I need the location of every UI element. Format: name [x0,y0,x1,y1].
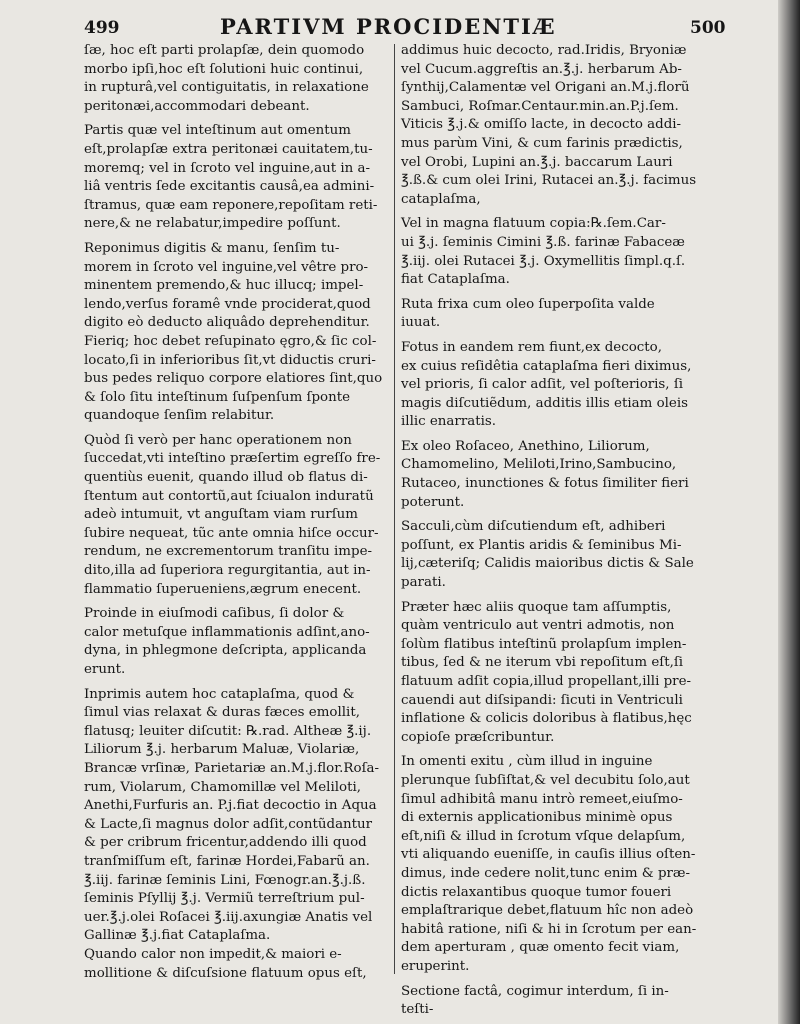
text-line: eruperint. [401,958,470,974]
text-line: vel prioris, ſi calor adſit, vel poſterioris, ſi [401,377,684,393]
text-line: digito eò deducto aliquâdo deprehenditur. [84,315,370,331]
column-divider [394,44,395,974]
left-text-column [84,42,389,983]
text-line: & Lacte,ſi magnus dolor adſit,contũdantur [84,816,373,832]
text-line: copioſe præſcribuntur. [401,729,555,745]
text-line: flammatio ſuperueniens,ægrum enecent. [84,581,362,597]
text-line: morbo ipſi,hoc eſt ſolutioni huic continui, [84,61,364,77]
text-line: locato,ſi in inferioribus ſit,vt diductis cruri- [84,352,376,368]
text-line: mollitione & diſcuſsione flatuum opus eſt, [84,965,367,981]
text-line: dimus, inde cedere nolit,tunc enim & præ- [401,865,691,881]
text-line: Reponimus digitis & manu, ſenſim tu- [84,240,340,256]
text-line: Partis quæ vel inteſtinum aut omentum [84,123,351,139]
text-line: eſt,niſi & illud in ſcrotum vſque delapſum, [401,828,686,844]
text-line: ex cuius reſidêtia cataplaſma fieri diximus, [401,358,692,374]
text-line: di externis applicationibus minimè opus [401,810,673,826]
text-line: dyna, in phlegmone deſcripta, applicanda [84,643,367,659]
text-line: teſti- [401,1002,434,1018]
text-line: ſæ, hoc eſt parti prolapſæ, dein quomodo [84,43,365,58]
text-line: poſſunt, ex Plantis aridis & ſeminibus Mi- [401,537,682,553]
text-line: Sectione factâ, cogimur interdum, ſi in- [401,983,669,999]
text-line: Ruta frixa cum oleo ſuperpoſita valde [401,296,655,312]
text-line: flatuum adſit copia,illud propellant,illi pre- [401,674,692,689]
text-line: poterunt. [401,494,465,510]
text-line: Sacculi,cùm diſcutiendum eſt, adhiberi [401,519,666,535]
text-line: Anethi,Furfuris an. P.j.fiat decoctio in Aqua [84,798,377,814]
text-line: calor metuſque inflammationis adſint,ano- [84,624,370,640]
text-line: liâ ventris ſede excitantis causâ,ea admini- [84,179,375,195]
right-page-number: 500 [690,18,726,38]
text-line: ſynthij,Calamentæ vel Origani an.M.j.florũ [401,80,690,96]
text-line: ſeminis Pſyllij ℥.j. Vermiũ terreſtrium pul- [84,891,365,907]
text-line: vel Cucum.aggreſtis an.℥.j. herbarum Ab- [401,61,682,77]
text-line: ſolùm flatibus inteſtinũ prolapſum implen- [401,636,687,652]
text-line: Ex oleo Roſaceo, Anethino, Liliorum, [401,438,650,454]
text-line: ℥.iij. olei Rutacei ℥.j. Oxymellitis ſimpl.q.ſ. [401,253,686,269]
text-line: plerunque ſubſiſtat,& vel decubitu ſolo,aut [401,772,690,788]
text-line: ℥.ß.& cum olei Irini, Rutacei an.℥.j. facimus [401,173,697,189]
text-line: tranſmiſſum eſt, farinæ Hordei,Fabarũ an. [84,853,370,869]
text-line: habitâ ratione, niſi & hi in ſcrotum per ean- [401,921,697,937]
text-line: Quòd ſi verò per hanc operationem non [84,432,352,448]
text-line: addimus huic decocto, rad.Iridis, Bryoniæ [401,43,687,58]
text-line: ſimul adhibitâ manu intrò remeet,eiuſmo- [401,791,683,807]
left-page-number: 499 [84,18,120,38]
text-line: eſt,prolapſæ extra peritonæi cauitatem,tu- [84,141,373,157]
text-line: quandoque ſenſim relabitur. [84,408,275,424]
text-line: Rutaceo, inunctiones & fotus ſimiliter fieri [401,476,689,492]
text-line: dictis relaxantibus quoque tumor foueri [401,884,672,900]
text-line: Inprimis autem hoc cataplaſma, quod & [84,686,355,702]
text-line: nere,& ne relabatur,impedire poſſunt. [84,216,341,232]
text-line: & per cribrum fricentur,addendo illi quod [84,835,367,851]
text-line: ſubire nequeat, tũc ante omnia hiſce occur- [84,525,379,541]
text-line: In omenti exitu , cùm illud in inguine [401,754,653,770]
text-line: morem in ſcroto vel inguine,vel vêtre pro- [84,259,369,275]
text-line: in rupturâ,vel contiguitatis, in relaxatione [84,80,369,96]
text-line: erunt. [84,662,126,677]
text-line: dem aperturam , quæ omento fecit viam, [401,940,680,956]
text-line: ſtramus, quæ eam reponere,repoſitam reti- [84,197,378,213]
text-line: lendo,verſus foramê vnde prociderat,quod [84,296,371,312]
text-line: Fieriq; hoc debet reſupinato ęgro,& ſic col- [84,333,377,349]
text-line: & ſolo ſitu inteſtinum ſuſpenſum ſponte [84,389,351,405]
text-line: moremq; vel in ſcroto vel inguine,aut in a- [84,160,371,176]
text-line: Chamomelino, Meliloti,Irino,Sambucino, [401,457,677,473]
text-line: ſuccedat,vti inteſtino præſertim egreſſo fre- [84,451,381,467]
running-title: PARTIVM PROCIDENTIÆ [220,14,557,39]
page-edge-shadow [778,0,800,1024]
text-line: dito,illa ad ſuperiora regurgitantia, aut in- [84,563,371,579]
text-line: lij,cæteriſq; Calidis maioribus dictis & Sale [401,556,694,572]
text-line: cataplaſma, [401,191,481,207]
text-line: rum, Violarum, Chamomillæ vel Meliloti, [84,779,362,795]
text-line: minentem premendo,& huc illucq; impel- [84,278,364,294]
text-line: ſtentum aut contortũ,aut ſciualon induratũ [84,488,374,504]
text-line: Sambuci, Roſmar.Centaur.min.an.P.j.ſem. [401,98,679,114]
text-line: vti aliquando eueniſſe, in cauſis illius oſten- [401,847,696,863]
text-line: illic enarratis. [401,414,496,430]
text-line: bus pedes reliquo corpore elatiores ſint,quo [84,371,383,387]
text-line: uer.℥.j.olei Roſacei ℥.iij.axungiæ Anatis vel [84,909,373,925]
text-line: vel Orobi, Lupini an.℥.j. baccarum Lauri [401,154,673,170]
text-line: mus parùm Vini, & cum farinis prædictis, [401,135,683,151]
text-line: iuuat. [401,315,441,331]
text-line: inflatione & colicis doloribus à flatibus,hęc [401,711,692,727]
text-line: Vel in magna flatuum copia:℞.ſem.Car- [401,216,666,232]
text-line: Fotus in eandem rem fiunt,ex decocto, [401,339,662,355]
text-line: rendum, ne excrementorum tranſitu impe- [84,544,373,560]
text-line: Gallinæ ℥.j.fiat Cataplaſma. [84,928,271,944]
text-line: tibus, ſed & ne iterum vbi repoſitum eſt,ſi [401,655,684,671]
text-line: adeò intumuit, vt anguſtam viam rurſum [84,507,358,523]
text-line: flatusq; leuiter diſcutit: ℞.rad. Altheæ ℥.ij. [84,723,372,739]
text-line: Brancæ vrſinæ, Parietariæ an.M.j.flor.Roſa- [84,760,380,776]
text-line: Præter hæc aliis quoque tam aſſumptis, [401,599,672,615]
text-line: Quando calor non impedit,& maiori e- [84,946,342,962]
text-line: Liliorum ℥.j. herbarum Maluæ, Violariæ, [84,742,360,758]
text-line: quentiùs euenit, quando illud ob flatus di- [84,470,368,486]
text-line: ℥.iij. farinæ ſeminis Lini, Fœnogr.an.℥.j.ß. [84,872,366,888]
text-line: Proinde in eiuſmodi caſibus, ſi dolor & [84,606,345,622]
text-line: fiat Cataplaſma. [401,272,510,288]
text-line: ſimul vias relaxat & duras fæces emollit, [84,705,360,721]
right-text-column [401,42,709,1020]
text-line: parati. [401,575,446,591]
text-line: emplaſtrarique debet,flatuum hîc non adeò [401,903,694,919]
text-line: magis diſcutiẽdum, additis illis etiam oleis [401,395,689,411]
text-line: peritonæi,accommodari debeant. [84,98,310,114]
text-line: quàm ventriculo aut ventri admotis, non [401,618,675,634]
text-line: Viticis ℥.j.& omiſſo lacte, in decocto addi- [401,117,682,133]
text-line: ui ℥.j. ſeminis Cimini ℥.ß. farinæ Fabaceæ [401,234,685,250]
text-line: cauendi aut diſsipandi: ſicuti in Ventriculi [401,692,683,708]
